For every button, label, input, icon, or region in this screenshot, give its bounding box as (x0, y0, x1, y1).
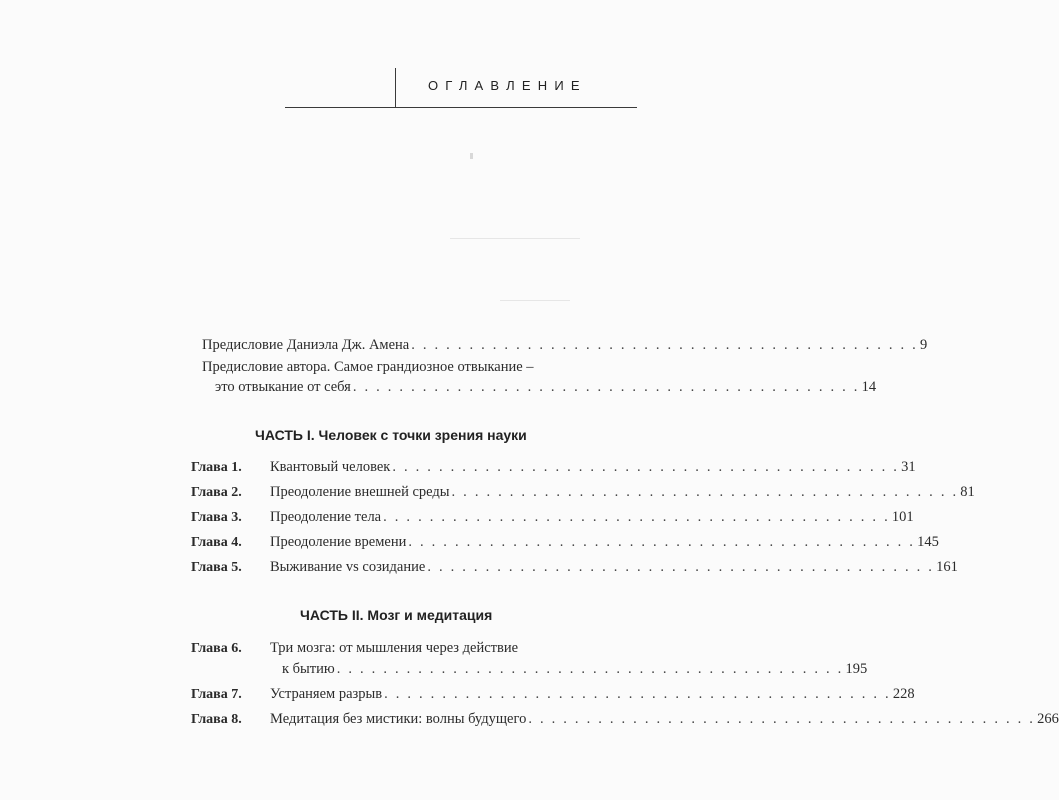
toc-entry-author-preface (202, 379, 877, 396)
toc-entry-title: Выживание vs созидание (270, 559, 426, 575)
toc-page-number: 81 (960, 484, 975, 500)
chapter-label: Глава 1. (191, 460, 242, 475)
toc-entry-chapter (270, 661, 868, 678)
chapter-label: Глава 6. (191, 641, 242, 656)
chapter-label: Глава 7. (191, 687, 242, 702)
toc-entry-chapter (270, 711, 1059, 728)
toc-entry-title: Преодоление внешней среды (270, 484, 450, 500)
toc-entry-chapter (270, 484, 975, 501)
toc-page-number: 14 (861, 379, 877, 395)
toc-entry-chapter (270, 534, 939, 551)
part-heading: ЧАСТЬ II. Мозг и медитация (300, 607, 493, 623)
toc-entry-title-cont: к бытию (282, 661, 335, 677)
toc-entry-title: Устраняем разрыв (270, 686, 383, 702)
toc-dot-leader: . . . . . . . . . . . . . . . . . . . . . . . . . . . . . . . . . . . . . . . . . . . . (392, 459, 900, 475)
toc-dot-leader: . . . . . . . . . . . . . . . . . . . . . . . . . . . . . . . . . . . . . . . . . . . . (427, 559, 935, 575)
show-through-mark (450, 238, 580, 239)
toc-entry-title: Квантовый человек (270, 459, 391, 475)
toc-dot-leader: . . . . . . . . . . . . . . . . . . . . . . . . . . . . . . . . . . . . . . . . . . . . (352, 379, 860, 395)
toc-dot-leader: . . . . . . . . . . . . . . . . . . . . . . . . . . . . . . . . . . . . . . . . . . . . (336, 661, 844, 677)
toc-entry-chapter (270, 686, 915, 703)
show-through-mark (470, 153, 473, 159)
chapter-label: Глава 8. (191, 712, 242, 727)
toc-page-number: 195 (845, 661, 868, 677)
part-heading: ЧАСТЬ I. Человек с точки зрения науки (255, 427, 527, 443)
toc-entry-title: Медитация без мистики: волны будущего (270, 711, 527, 727)
toc-page-number: 266 (1037, 711, 1059, 727)
toc-entry-chapter (270, 459, 916, 476)
toc-entry-title: Предисловие Даниэла Дж. Амена (202, 337, 410, 353)
header-vertical-rule (395, 68, 396, 108)
chapter-label: Глава 4. (191, 535, 242, 550)
toc-entry-title-cont: это отвыкание от себя (215, 379, 351, 395)
toc-entry-title: Три мозга: от мышления через действие (270, 640, 519, 656)
toc-page-number: 9 (920, 337, 928, 353)
show-through-mark (500, 300, 570, 301)
chapter-label: Глава 5. (191, 560, 242, 575)
toc-entry-title: Предисловие автора. Самое грандиозное отвыкание – (202, 359, 534, 375)
toc-page-number: 228 (892, 686, 915, 702)
toc-dot-leader: . . . . . . . . . . . . . . . . . . . . . . . . . . . . . . . . . . . . . . . . . . . . (408, 534, 916, 550)
toc-dot-leader: . . . . . . . . . . . . . . . . . . . . . . . . . . . . . . . . . . . . . . . . . . . . (528, 711, 1036, 727)
toc-entry-chapter (270, 559, 958, 576)
toc-page-number: 31 (901, 459, 916, 475)
toc-entry-chapter (270, 509, 914, 526)
toc-page-number: 101 (891, 509, 914, 525)
toc-dot-leader: . . . . . . . . . . . . . . . . . . . . . . . . . . . . . . . . . . . . . . . . . . . . (383, 509, 890, 525)
chapter-label: Глава 3. (191, 510, 242, 525)
chapter-label: Глава 2. (191, 485, 242, 500)
header-horizontal-rule (285, 107, 637, 108)
toc-dot-leader: . . . . . . . . . . . . . . . . . . . . . . . . . . . . . . . . . . . . . . . . . . . . (384, 686, 891, 702)
toc-dot-leader: . . . . . . . . . . . . . . . . . . . . . . . . . . . . . . . . . . . . . . . . . . . . (411, 337, 919, 353)
toc-page-number: 161 (936, 559, 958, 575)
toc-page-number: 145 (917, 534, 939, 550)
toc-entry-title: Преодоление времени (270, 534, 407, 550)
toc-entry-foreword (202, 337, 928, 354)
toc-dot-leader: . . . . . . . . . . . . . . . . . . . . . . . . . . . . . . . . . . . . . . . . . . . . (451, 484, 959, 500)
toc-entry-title: Преодоление тела (270, 509, 382, 525)
page-title: ОГЛАВЛЕНИЕ (428, 78, 587, 93)
